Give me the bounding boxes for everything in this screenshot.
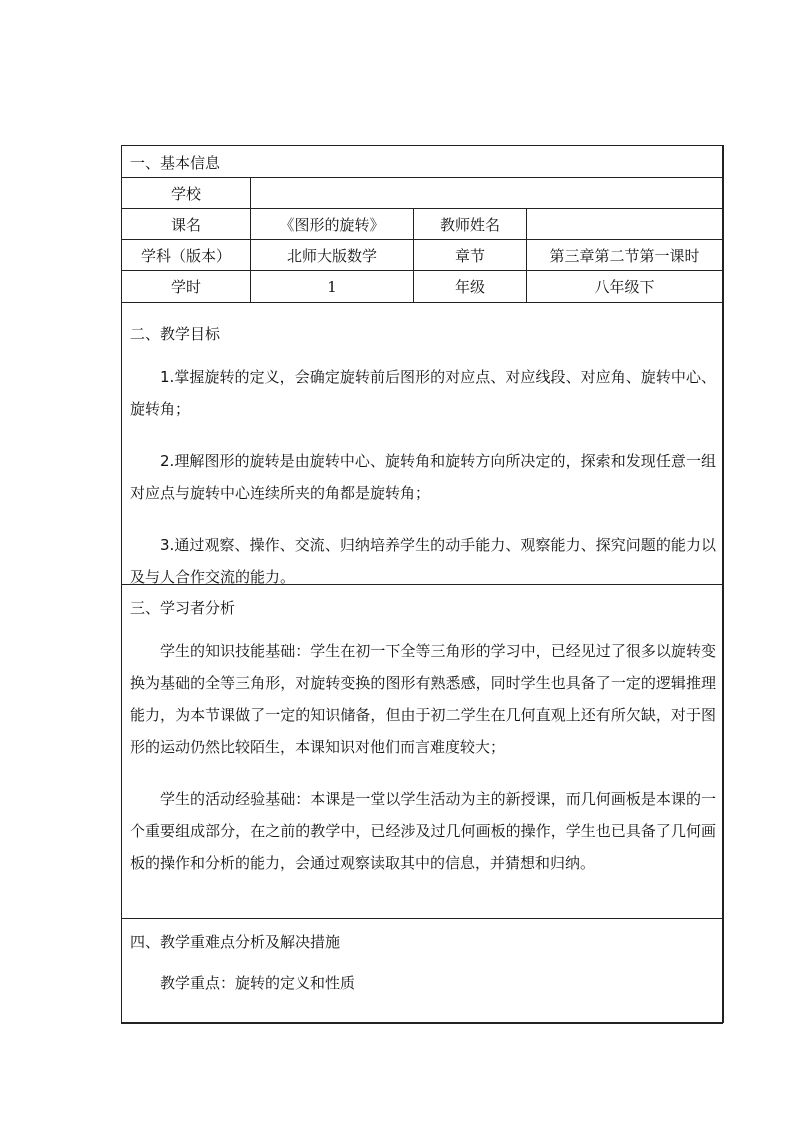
section-heading: 四、教学重难点分析及解决措施 [130,933,341,951]
info-label: 课名 [170,215,201,234]
objective-item: 3.通过观察、操作、交流、归纳培养学生的动手能力、观察能力、探究问题的能力以及与人合作交流的能力。 [130,536,716,586]
section-basic-info-header [122,146,722,178]
key-point-paragraph: 教学重点：旋转的定义和性质 [160,974,356,992]
info-row-school [122,178,722,209]
section-key-points [122,919,722,1022]
info-label: 年级 [413,271,526,302]
info-label: 教师姓名 [413,209,526,239]
section-heading: 二、教学目标 [130,325,221,343]
objective-item: 2.理解图形的旋转是由旋转中心、旋转角和旋转方向所决定的，探索和发现任意一组对应点与旋转中心连续所夹的角都是旋转角； [130,452,716,502]
section-objectives [122,303,722,585]
info-value [526,209,722,239]
analysis-paragraph: 学生的知识技能基础：学生在初一下全等三角形的学习中，已经见过了很多以旋转变换为基础的全等三角形，对旋转变换的图形有熟悉感，同时学生也具备了一定的逻辑推理能力，为本节课做了一定的知识储备，但由于初二学生在几何直观上还有所欠缺，对于图形的运动仍然比较陌生，本课知识对他们而言难度较大； [130,642,716,756]
section-learner-analysis [122,585,722,919]
info-value: 《图形的旋转》 [250,209,413,239]
analysis-paragraph: 学生的活动经验基础：本课是一堂以学生活动为主的新授课，而几何画板是本课的一个重要组成部分，在之前的教学中，已经涉及过几何画板的操作，学生也已具备了几何画板的操作和分析的能力，会通过观察读取其中的信息，并猜想和归纳。 [130,790,716,872]
info-value: 1 [250,271,413,302]
info-row-hours [122,271,722,303]
info-value [250,178,722,208]
lesson-plan-table [121,145,723,1023]
info-label: 学时 [170,278,201,296]
info-label: 学校 [170,184,201,203]
info-value: 北师大版数学 [250,240,413,270]
info-label: 章节 [413,240,526,270]
section-heading: 三、学习者分析 [130,599,236,617]
info-row-course [122,209,722,240]
info-label: 学科（版本） [140,246,231,265]
section-heading: 一、基本信息 [130,154,221,172]
info-value: 第三章第二节第一课时 [526,240,722,270]
objective-item: 1.掌握旋转的定义，会确定旋转前后图形的对应点、对应线段、对应角、旋转中心、旋转角； [130,368,716,418]
info-value: 八年级下 [526,271,722,302]
info-row-subject [122,240,722,271]
